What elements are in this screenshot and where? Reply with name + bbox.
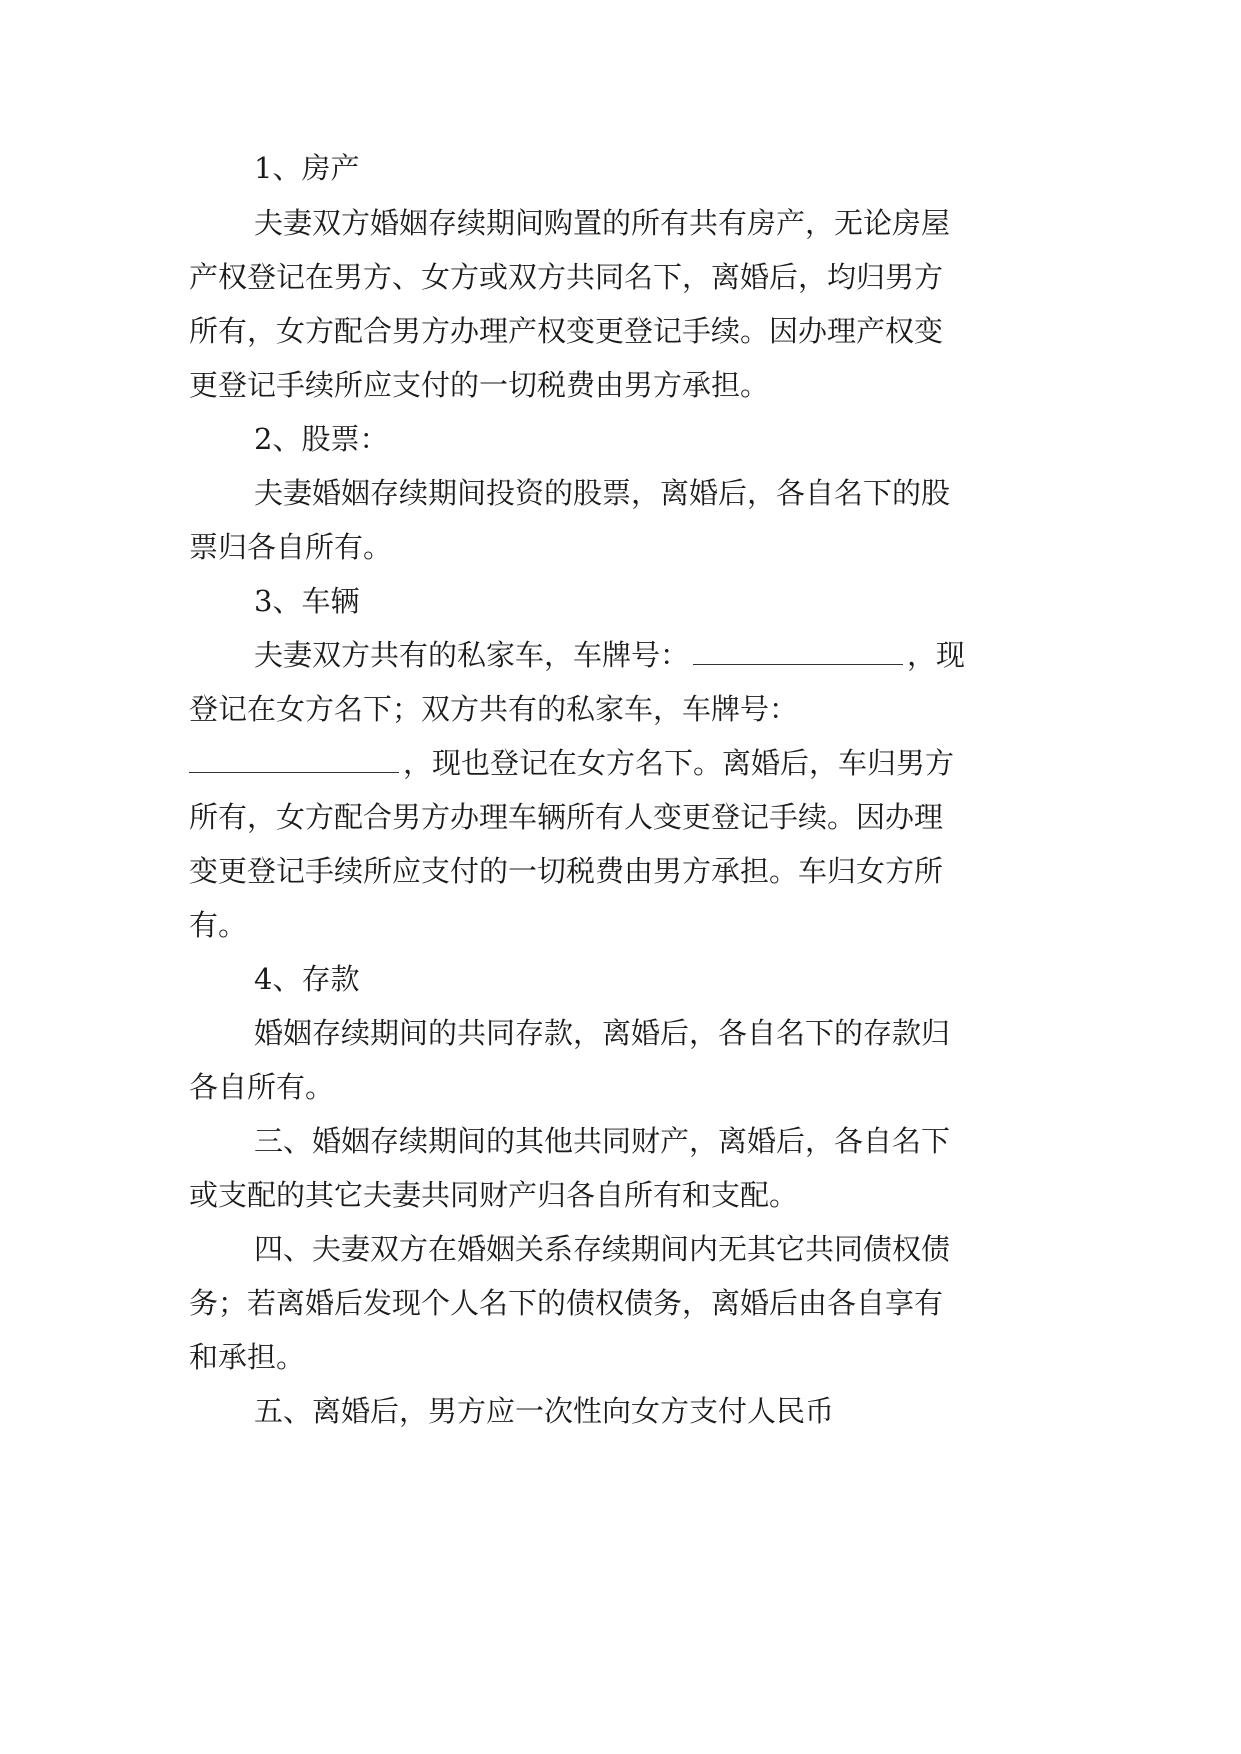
paragraph-line: 婚姻存续期间的共同存款，离婚后，各自名下的存款归 xyxy=(254,1016,951,1050)
paragraph-line: 所有，女方配合男方办理车辆所有人变更登记手续。因办理 xyxy=(189,800,944,834)
plate-number-blank xyxy=(693,640,903,665)
paragraph-line xyxy=(254,635,1051,675)
paragraph-line: 票归各自所有。 xyxy=(189,530,393,564)
clause-three: 三、婚姻存续期间的其他共同财产，离婚后，各自名下 xyxy=(254,1124,951,1158)
paragraph-line: 务；若离婚后发现个人名下的债权债务，离婚后由各自享有 xyxy=(189,1286,944,1320)
paragraph-line: 登记在女方名下；双方共有的私家车，车牌号： xyxy=(189,692,799,726)
paragraph-line: 变更登记手续所应支付的一切税费由男方承担。车归女方所 xyxy=(189,854,944,888)
heading-stocks: 2、股票： xyxy=(254,422,389,456)
heading-deposits: 4、存款 xyxy=(254,962,360,996)
clause-four: 四、夫妻双方在婚姻关系存续期间内无其它共同债权债 xyxy=(254,1232,951,1266)
paragraph-line: 有。 xyxy=(189,908,248,942)
paragraph-line: 各自所有。 xyxy=(189,1070,335,1104)
heading-vehicles: 3、车辆 xyxy=(254,584,360,618)
paragraph-line: 或支配的其它夫妻共同财产归各自所有和支配。 xyxy=(189,1178,799,1212)
paragraph-line: 更登记手续所应支付的一切税费由男方承担。 xyxy=(189,368,770,402)
paragraph-text: 夫妻双方共有的私家车，车牌号： xyxy=(254,638,690,672)
paragraph-line: 所有，女方配合男方办理产权变更登记手续。因办理产权变 xyxy=(189,314,944,348)
paragraph-line: 夫妻双方婚姻存续期间购置的所有共有房产，无论房屋 xyxy=(254,206,951,240)
paragraph-line: 夫妻婚姻存续期间投资的股票，离婚后，各自名下的股 xyxy=(254,476,951,510)
paragraph-text: ，现也登记在女方名下。离婚后，车归男方 xyxy=(403,746,955,780)
paragraph-line: 和承担。 xyxy=(189,1340,306,1374)
paragraph-text: ，现 xyxy=(907,638,966,672)
paragraph-line xyxy=(189,743,1051,783)
paragraph-line: 产权登记在男方、女方或双方共同名下，离婚后，均归男方 xyxy=(189,260,944,294)
heading-real-estate: 1、房产 xyxy=(254,151,360,185)
clause-five: 五、离婚后，男方应一次性向女方支付人民币 xyxy=(254,1394,835,1428)
plate-number-blank xyxy=(189,748,399,773)
